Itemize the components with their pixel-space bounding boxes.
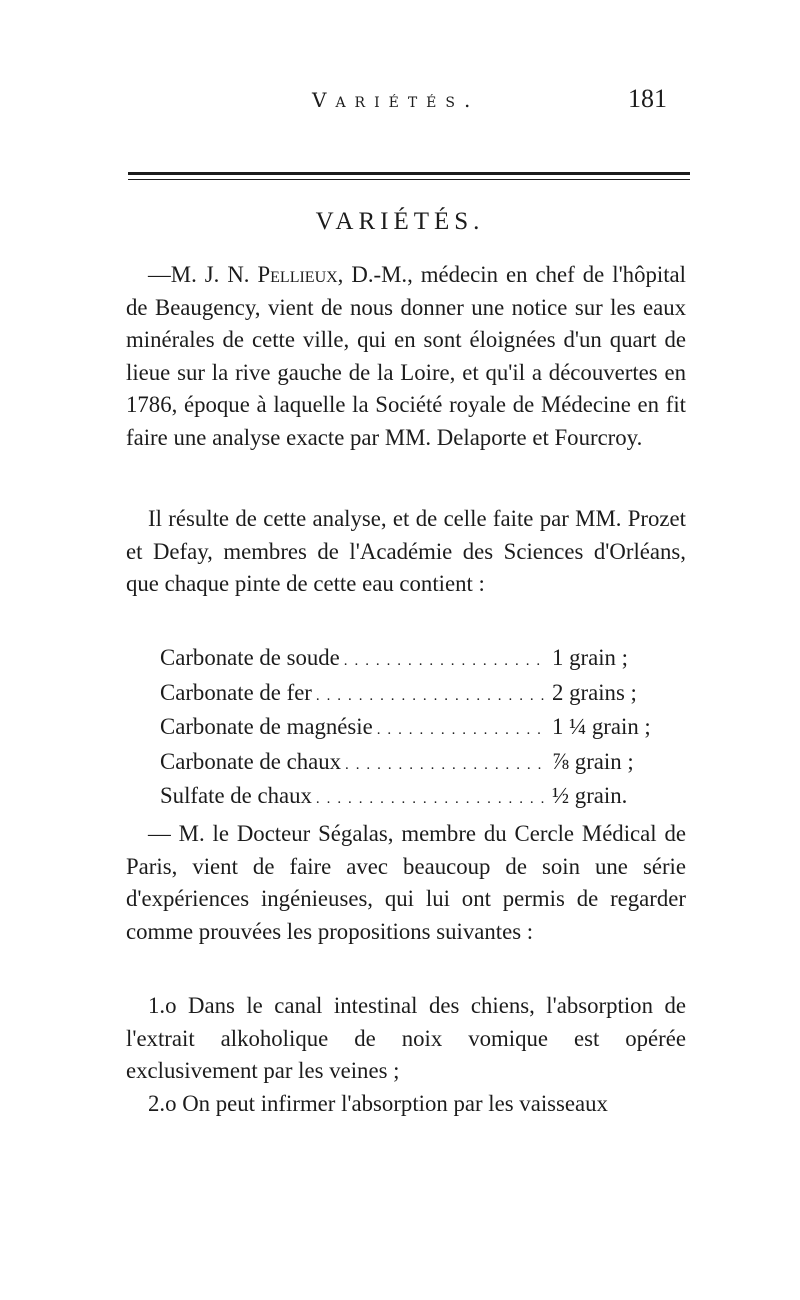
substance-quantity: 1 ¼ grain ; <box>552 714 651 739</box>
paragraph-text: , médecin en chef de l'hôpital de Beaugency, vient de nous donner une notice sur les eaux minérales de cette ville, qui en sont éloignées d'un quart de lieue sur la rive gauche de la Loire, et qu'il a découvertes en 1786, époque à laquelle la Société royale de Médecine en fit faire une analyse exacte par MM. Delaporte et Fourcroy. <box>126 262 686 450</box>
dot-leader <box>316 688 548 705</box>
composition-row <box>160 749 670 784</box>
substance-name: Carbonate de soude <box>160 645 340 670</box>
paragraph-text: 2.o On peut infirmer l'absorption par les vaisseaux <box>148 1091 608 1116</box>
dot-leader <box>345 757 548 774</box>
header-rule-thin <box>128 179 690 180</box>
composition-row <box>160 714 670 749</box>
substance-name: Carbonate de magnésie <box>160 714 373 739</box>
paragraph-text: — M. le Docteur Ségalas, membre du Cercle Médical de Paris, vient de faire avec beaucoup de soin une série d'expériences ingénieuses, qui lui ont permis de regarder comme prouvées les propositions suivantes : <box>126 821 686 944</box>
running-title: Variétés. <box>312 88 480 112</box>
substance-quantity: 2 grains ; <box>552 679 637 705</box>
paragraph-text: Il résulte de cette analyse, et de celle faite par MM. Prozet et Defay, membres de l'Académie des Sciences d'Orléans, que chaque pinte de cette eau contient : <box>126 506 686 596</box>
substance-quantity: 1 grain ; <box>552 645 628 670</box>
dot-leader <box>344 653 548 670</box>
substance-quantity: ½ grain. <box>552 783 628 808</box>
dot-leader <box>316 791 548 808</box>
page-number: 181 <box>628 84 667 113</box>
proposition-1 <box>126 990 686 1088</box>
dot-leader <box>377 722 548 739</box>
composition-row <box>160 783 670 818</box>
header-rule-thick <box>128 172 690 175</box>
em-dash: — <box>148 262 171 287</box>
composition-row <box>160 645 670 680</box>
paragraph-segalas <box>126 818 686 948</box>
paragraph-pellieux <box>126 259 686 454</box>
substance-name: Carbonate de chaux <box>160 748 342 774</box>
proposition-2 <box>126 1088 686 1121</box>
author-name: M. J. N. Pellieux, D.-M. <box>170 262 408 287</box>
paragraph-analysis <box>126 503 686 601</box>
substance-name: Sulfate de chaux <box>160 783 312 808</box>
substance-quantity: ⅞ grain ; <box>552 748 634 774</box>
composition-table <box>160 645 670 818</box>
section-title: VARIÉTÉS. <box>315 208 485 235</box>
composition-row <box>160 680 670 715</box>
paragraph-text: 1.o Dans le canal intestinal des chiens, l'absorption de l'extrait alkoholique de noix vomique est opérée exclusivement par les veines ; <box>126 993 686 1083</box>
substance-name: Carbonate de fer <box>160 679 312 705</box>
